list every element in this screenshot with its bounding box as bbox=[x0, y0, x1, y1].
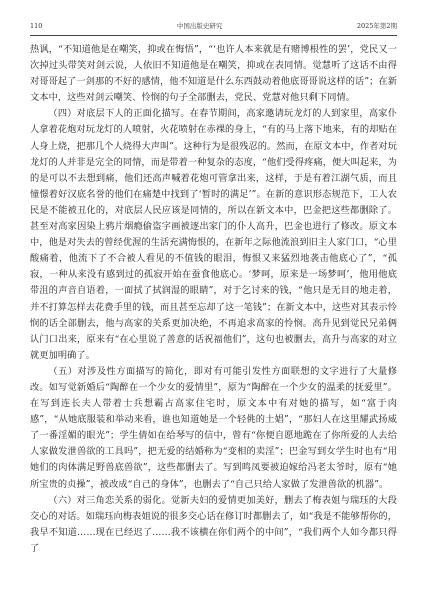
issue-label: 2025年第2期 bbox=[356, 22, 397, 30]
journal-title: 中国出版史研究 bbox=[176, 22, 223, 30]
paragraph: （五）对涉及性方面描写的简化，即对有可能引发性方面联想的文字进行了大量修改。如写觉新婚后“陶醉在一个少女的爱情里”，原为“陶醉在一个少女的温柔的抚爱里”。在写到连长夫人带着士兵想霸占高家住宅时，原文本中有对她的描写，如“富于肉感”，“从她底服装和举动来看，谁也知道她是一个轻佻的土娼”，“那妇人在这里耀武扬威了一番淫媚的眼光”；学生倩如在给琴写的信中，曾有“你便自愿地跪在了你所爱的人去给人家做发泄兽欲的工具吗”，把无爱的结婚称为“变相的卖淫”；巴金写到女学生时也有“用她们的肉体满足野兽底兽欲”，这些都删去了。写到鸣凤要被迫嫁给冯老太爷时，原有“她所宝贵的贞操”，被改成“自己的身体”，也删去了“自己只给人家做了发泄兽欲的机器”。 bbox=[30, 365, 397, 490]
page-number: 110 bbox=[30, 22, 43, 30]
paragraph: （四）对底层下人的正面化描写。在春节期间，高家邀请玩龙灯的人到家里，高家仆人拿着花炮对玩龙灯的人喷射，火花喷射在赤裸的身上，“有的马上落下地来，有的却贴在人身上烧，把那几个人烧得大声叫”。这种行为是很残忍的。然而，在原文本中，作者对玩龙灯的人并非是完全的同情，而是带着一种复杂的态度，“他们受得疼痛，便大叫起来，为的是可以不去想到痛，他们还高声喊着花炮可管拿出来，这样，于是有着江湖气质，而且憧憬着好汉底名誉的他们在痛楚中找到了‘暂时的满足’”。在新的意识形态规范下，工人农民是不能被丑化的，对底层人民应该是同情的，所以在新文本中，巴金把这些都删除了。甚至对高家因染上鸦片烟瘾偷盗字画被逐出家门的仆人高升，巴金也进行了修改。原文本中，他是对失去的曾经优渥的生活充满悔恨的，在新年之际他流浪到旧主人家门口，“心里酸痛着，他流下了不合被人看见的不值钱的眼泪，悔恨又来猛烈地袭击他底心了”，“孤寂，一种从来没有感到过的孤寂开始在蚕食他底心。‘梦呵，原来是一场梦呵’，他用他底带沮的声音自语着，一面拭了拭润湿的眼睛”，对于乞讨来的钱，“他只是无目的地走着，并不打算怎样去花费手里的钱，而且甚至忘却了这一笔钱”；在新文本中，这些对其表示怜悯的话全部删去，他与高家的关系更加决绝，不再追求高家的怜悯。高升见到觉民兄弟俩认门口出来，原来有“在心里说了善意的话祝福他们”，这句也被删去，高升与高家的对立就更加明确了。 bbox=[30, 108, 398, 361]
paragraph: （六）对三角恋关系的弱化。觉新夫妇的爱情更加美好，删去了梅表姐与瑞珏的大段交心的对话。如瑞珏向梅表姐说的很多交心话在修订时都删去了，如“我是不能够帮你的，我早不知道……现在已经迟了……我不该横在你们两个的中间”，“我们两个人如今都只得了 bbox=[30, 494, 398, 554]
article-body bbox=[30, 42, 397, 557]
header-rule bbox=[30, 35, 397, 36]
running-header bbox=[30, 22, 397, 31]
paragraph: 热讽，“不知道他是在嘲笑，抑或在悔悟”，“‘也许人本来就是有赌博根性的罢’，党民又一次掉过头带笑对剑云说，人依旧不知道他是在嘲笑，抑或在表同情。觉慧听了这话不由得对哥哥起了一剑那的不好的感情，他不知道是什么东西鼓动着他底哥哥说这样的话”；在新文本中，这些对剑云嘲笑、怜悯的句子全部删去，党民、党慧对他只剩下同情。 bbox=[30, 44, 398, 104]
